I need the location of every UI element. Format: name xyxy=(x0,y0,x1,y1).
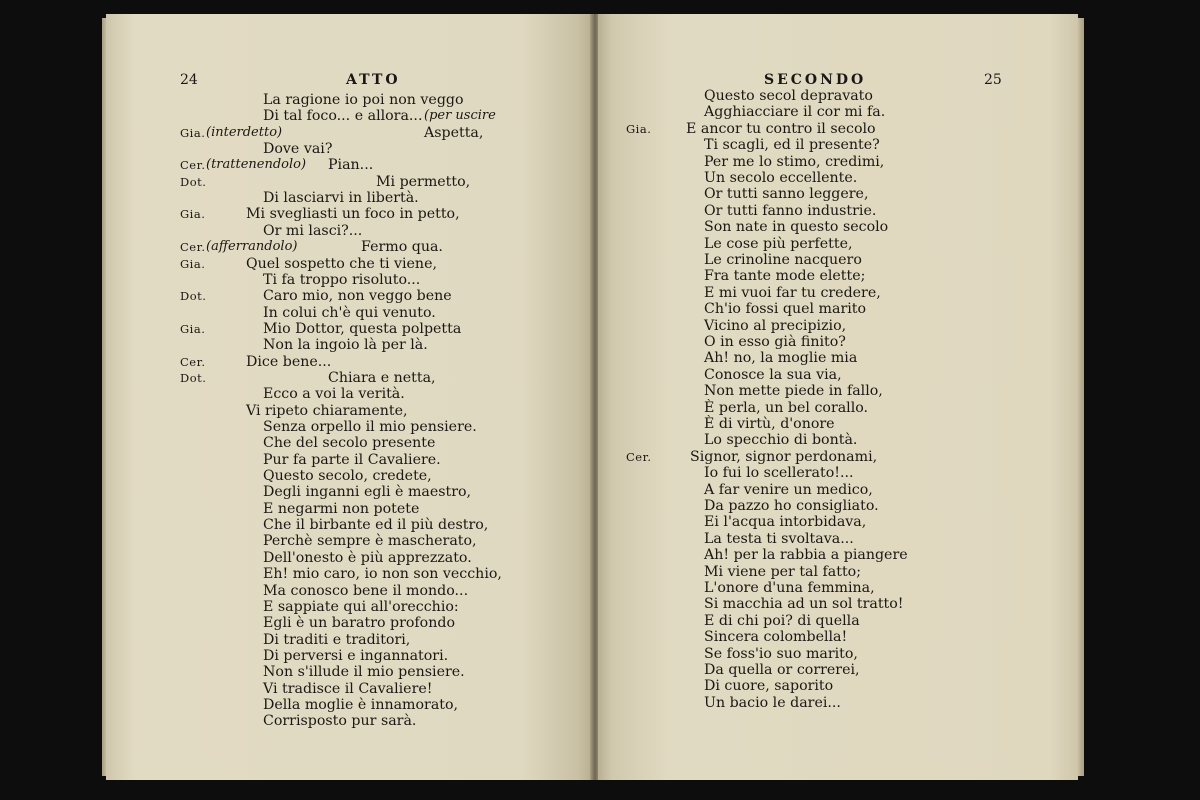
verse-line: Da pazzo ho consigliato. xyxy=(704,498,879,514)
verse-line: Egli è un baratro profondo xyxy=(263,615,455,632)
verse-line: Si macchia ad un sol tratto! xyxy=(704,596,904,613)
verse-line: Chiara e netta, xyxy=(328,369,436,386)
verse-line: Sincera colombella! xyxy=(704,629,848,646)
verse-line: Un secolo eccellente. xyxy=(704,170,858,186)
verse-line: Ah! per la rabbia a piangere xyxy=(704,547,908,564)
verse-line: Ei l'acqua intorbidava, xyxy=(704,514,867,531)
verse-line: Aspetta, xyxy=(424,124,484,141)
speaker-label: Cer. xyxy=(180,354,206,369)
page-number-left: 24 xyxy=(180,72,198,88)
verse-line: E ancor tu contro il secolo xyxy=(686,120,876,137)
verse-line: Dice bene... xyxy=(246,353,332,370)
verse-line: Di cuore, saporito xyxy=(704,678,834,695)
verse-line: Da quella or correrei, xyxy=(704,662,860,678)
verse-line: Corrisposto pur sarà. xyxy=(263,713,417,730)
verse-line: Pur fa parte il Cavaliere. xyxy=(263,451,441,468)
verse-line: Io fui lo scellerato!... xyxy=(704,465,854,482)
verse-line: È di virtù, d'onore xyxy=(704,416,835,432)
verse-line: Mi svegliasti un foco in petto, xyxy=(246,206,460,223)
verse-line: Se foss'io suo marito, xyxy=(704,645,858,662)
stage-direction: (afferrandolo) xyxy=(206,239,298,255)
page-number-right: 25 xyxy=(984,72,1002,88)
verse-line: Mi viene per tal fatto; xyxy=(704,563,861,580)
verse-line: E sappiate qui all'orecchio: xyxy=(263,598,459,615)
verse-line: Questo secol depravato xyxy=(704,88,873,104)
speaker-label: Cer. xyxy=(180,240,206,255)
verse-line: Vi ripeto chiaramente, xyxy=(246,402,408,419)
verse-line: Degli inganni egli è maestro, xyxy=(263,484,472,501)
verse-line: A far venire un medico, xyxy=(704,481,873,498)
verse-line: E di chi poi? di quella xyxy=(704,612,860,629)
verse-line: Or tutti sanno leggere, xyxy=(704,186,869,203)
verse-line: Lo specchio di bontà. xyxy=(704,432,858,449)
running-header-left: ATTO xyxy=(346,72,401,88)
verse-line: Perchè sempre è mascherato, xyxy=(263,533,477,550)
verse-line: Pian... xyxy=(328,157,374,174)
verse-line: Della moglie è innamorato, xyxy=(263,696,459,713)
verse-line: E negarmi non potete xyxy=(263,500,420,517)
verse-line: Di perversi e ingannatori. xyxy=(263,647,449,664)
verse-line: Mi permetto, xyxy=(376,173,471,190)
verse-line: Or mi lasci?... xyxy=(263,222,363,239)
verse-line: Agghiacciare il cor mi fa. xyxy=(704,104,886,121)
verse-line: Le crinoline nacquero xyxy=(704,252,862,268)
stage-direction: (trattenendolo) xyxy=(206,157,307,173)
verse-line: Or tutti fanno industrie. xyxy=(704,202,877,219)
speaker-label: Cer. xyxy=(626,449,652,464)
verse-line: Ah! no, la moglie mia xyxy=(704,350,858,367)
verse-line: La testa ti svoltava... xyxy=(704,530,854,547)
stage-direction: (per uscire xyxy=(424,108,496,124)
verse-line: Di lasciarvi in libertà. xyxy=(263,190,419,207)
verse-line: Ti fa troppo risoluto... xyxy=(263,271,421,288)
verse-line: L'onore d'una femmina, xyxy=(704,580,875,596)
verse-line: Ti scagli, ed il presente? xyxy=(704,137,880,154)
verse-line: E mi vuoi far tu credere, xyxy=(704,284,881,301)
speaker-label: Dot. xyxy=(180,289,207,304)
verse-line: O in esso già finito? xyxy=(704,334,846,350)
verse-line: In colui ch'è qui venuto. xyxy=(263,304,436,321)
speaker-label: Gia. xyxy=(180,125,206,140)
verse-line: È perla, un bel corallo. xyxy=(704,399,869,416)
verse-line: Conosce la sua via, xyxy=(704,366,842,383)
verse-line: Di traditi e traditori, xyxy=(263,631,411,648)
speaker-label: Gia. xyxy=(180,207,206,222)
verse-line: Vi tradisce il Cavaliere! xyxy=(263,680,433,697)
verse-line: Mio Dottor, questa polpetta xyxy=(263,320,462,337)
speaker-label: Gia. xyxy=(180,321,206,336)
verse-line: Che del secolo presente xyxy=(263,435,436,452)
verse-line: Non la ingoio là per là. xyxy=(263,337,428,354)
verse-line: Ma conosco bene il mondo... xyxy=(263,582,469,599)
verse-line: Fra tante mode elette; xyxy=(704,268,866,285)
verse-line: Quel sospetto che ti viene, xyxy=(246,255,437,272)
verse-line: Senza orpello il mio pensiere. xyxy=(263,419,477,435)
verse-line: Dell'onesto è più apprezzato. xyxy=(263,549,472,566)
speaker-label: Cer. xyxy=(180,158,206,173)
stage-direction: (interdetto) xyxy=(206,124,283,140)
left-page xyxy=(106,14,593,780)
running-header-right: SECONDO xyxy=(764,72,867,88)
verse-line: Signor, signor perdonami, xyxy=(690,448,878,465)
verse-line: Caro mio, non veggo bene xyxy=(263,288,452,305)
right-page xyxy=(598,14,1078,780)
verse-line: Questo secolo, credete, xyxy=(263,468,432,485)
verse-line: Son nate in questo secolo xyxy=(704,219,889,236)
verse-line: Di tal foco... e allora... xyxy=(263,108,423,125)
verse-line: Fermo qua. xyxy=(361,239,443,256)
verse-line: Ch'io fossi quel marito xyxy=(704,301,867,318)
speaker-label: Dot. xyxy=(180,370,207,385)
verse-line: Per me lo stimo, credimi, xyxy=(704,153,885,170)
speaker-label: Dot. xyxy=(180,174,207,189)
speaker-label: Gia. xyxy=(180,256,206,271)
verse-line: Le cose più perfette, xyxy=(704,235,853,252)
verse-line: Non s'illude il mio pensiere. xyxy=(263,664,465,681)
verse-line: Eh! mio caro, io non son vecchio, xyxy=(263,566,502,583)
verse-line: Non mette piede in fallo, xyxy=(704,383,883,400)
verse-line: Vicino al precipizio, xyxy=(704,317,847,334)
verse-line: Dove vai? xyxy=(263,141,333,158)
verse-line: Ecco a voi la verità. xyxy=(263,386,405,403)
speaker-label: Gia. xyxy=(626,121,652,136)
verse-line: La ragione io poi non veggo xyxy=(263,92,464,108)
verse-line: Che il birbante ed il più destro, xyxy=(263,517,489,534)
verse-line: Un bacio le darei... xyxy=(704,694,841,711)
